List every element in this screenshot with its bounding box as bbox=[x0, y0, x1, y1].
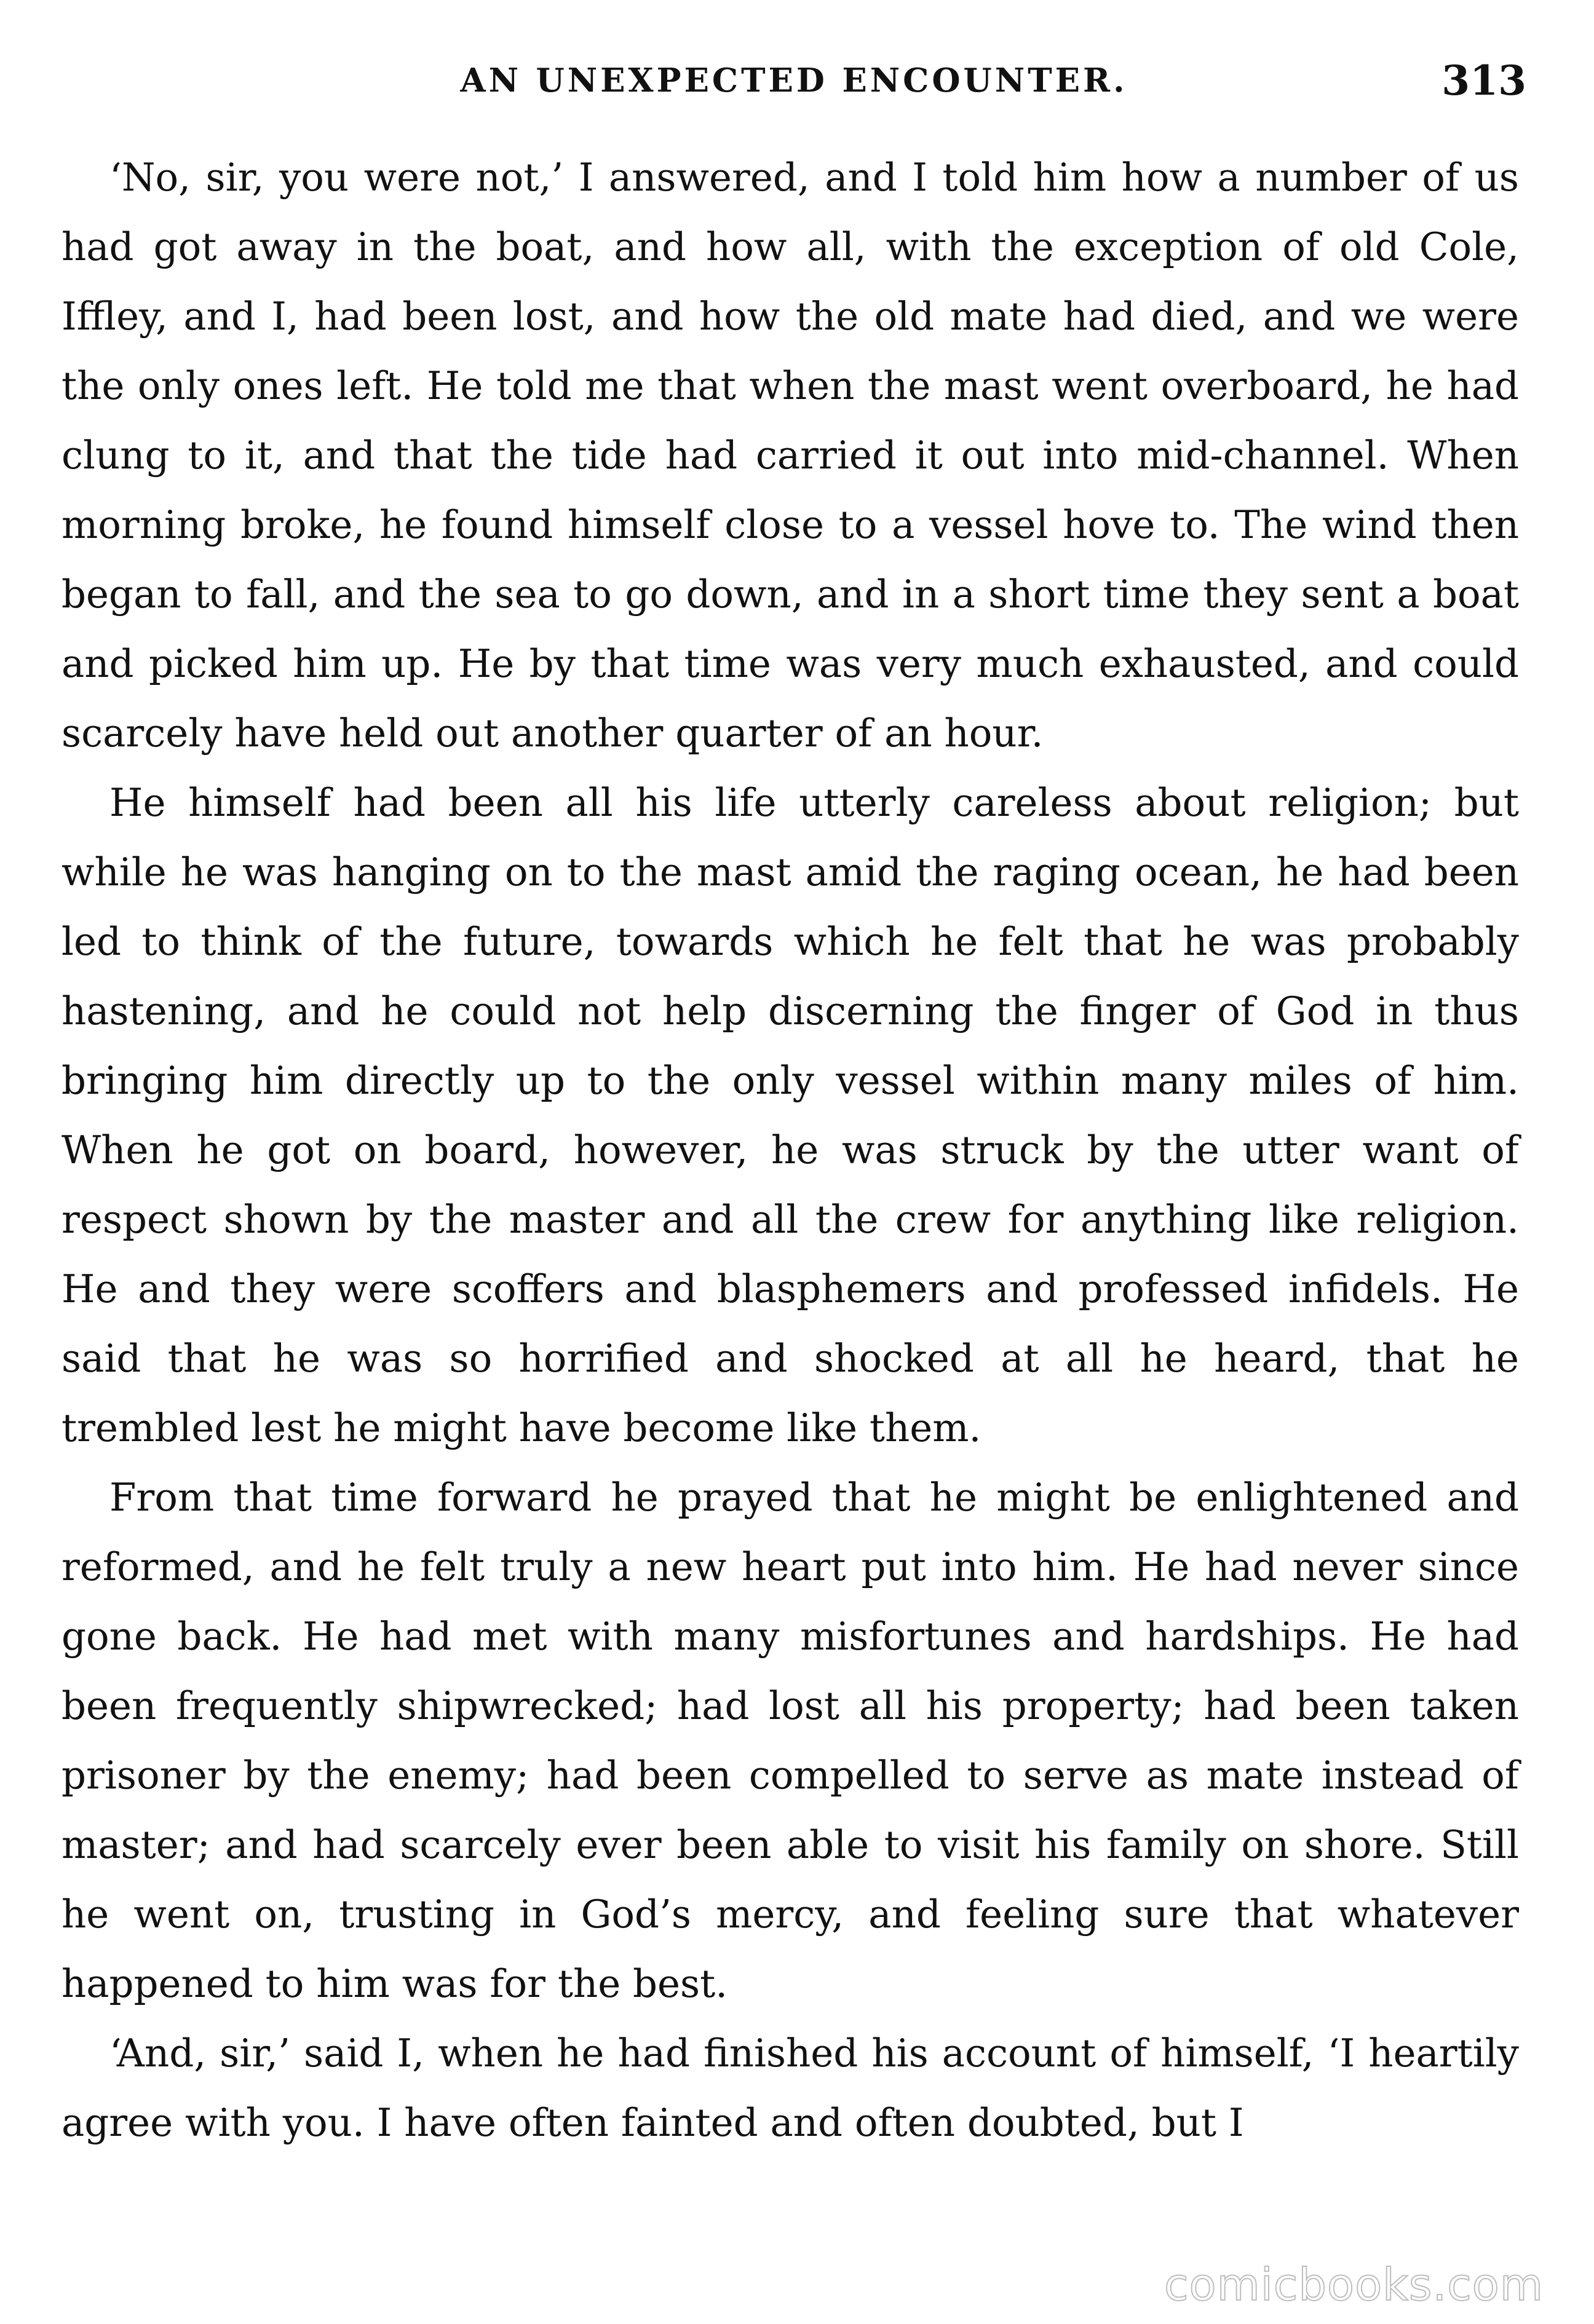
body-text bbox=[61, 143, 1519, 2157]
watermark: comicbooks.com bbox=[1164, 2259, 1544, 2310]
paragraph-3: From that time forward he prayed that he might be enlightened and reformed, and he felt truly a new heart put into him. He had never since gone back. He had met with many misfortunes and hardships. He had been frequently shipwrecked; had lost all his property; had been taken prisoner by the enemy; had been compelled to serve as mate instead of master; and had scarcely ever been able to visit his family on shore. Still he went on, trusting in God’s mercy, and feeling sure that whatever happened to him was for the best. bbox=[61, 1475, 1519, 2006]
running-title: AN UNEXPECTED ENCOUNTER. bbox=[460, 61, 1128, 100]
paragraph-1: ‘No, sir, you were not,’ I answered, and I told him how a number of us had got away in the boat, and how all, with the exception of old Cole, Iffley, and I, had been lost, and how the old mate had died, and we were the only ones left. He told me that when the mast went overboard, he had clung to it, and that the tide had carried it out into mid-channel. When morning broke, he found himself close to a vessel hove to. The wind then began to fall, and the sea to go down, and in a short time they sent a boat and picked him up. He by that time was very much exhausted, and could scarcely have held out another quarter of an hour. bbox=[61, 155, 1519, 756]
page-number: 313 bbox=[1441, 57, 1526, 105]
paragraph-4: ‘And, sir,’ said I, when he had finished his account of himself, ‘I heartily agree with you. I have often fainted and often doubted, but I bbox=[61, 2031, 1519, 2145]
paragraph-2: He himself had been all his life utterly careless about religion; but while he was hanging on to the mast amid the raging ocean, he had been led to think of the future, towards which he felt that he was probably hastening, and he could not help discerning the finger of God in thus bringing him directly up to the only vessel within many miles of him. When he got on board, however, he was struck by the utter want of respect shown by the master and all the crew for anything like religion. He and they were scoffers and blasphemers and professed infidels. He said that he was so horrified and shocked at all he heard, that he trembled lest he might have become like them. bbox=[61, 780, 1519, 1450]
running-head bbox=[61, 50, 1526, 118]
